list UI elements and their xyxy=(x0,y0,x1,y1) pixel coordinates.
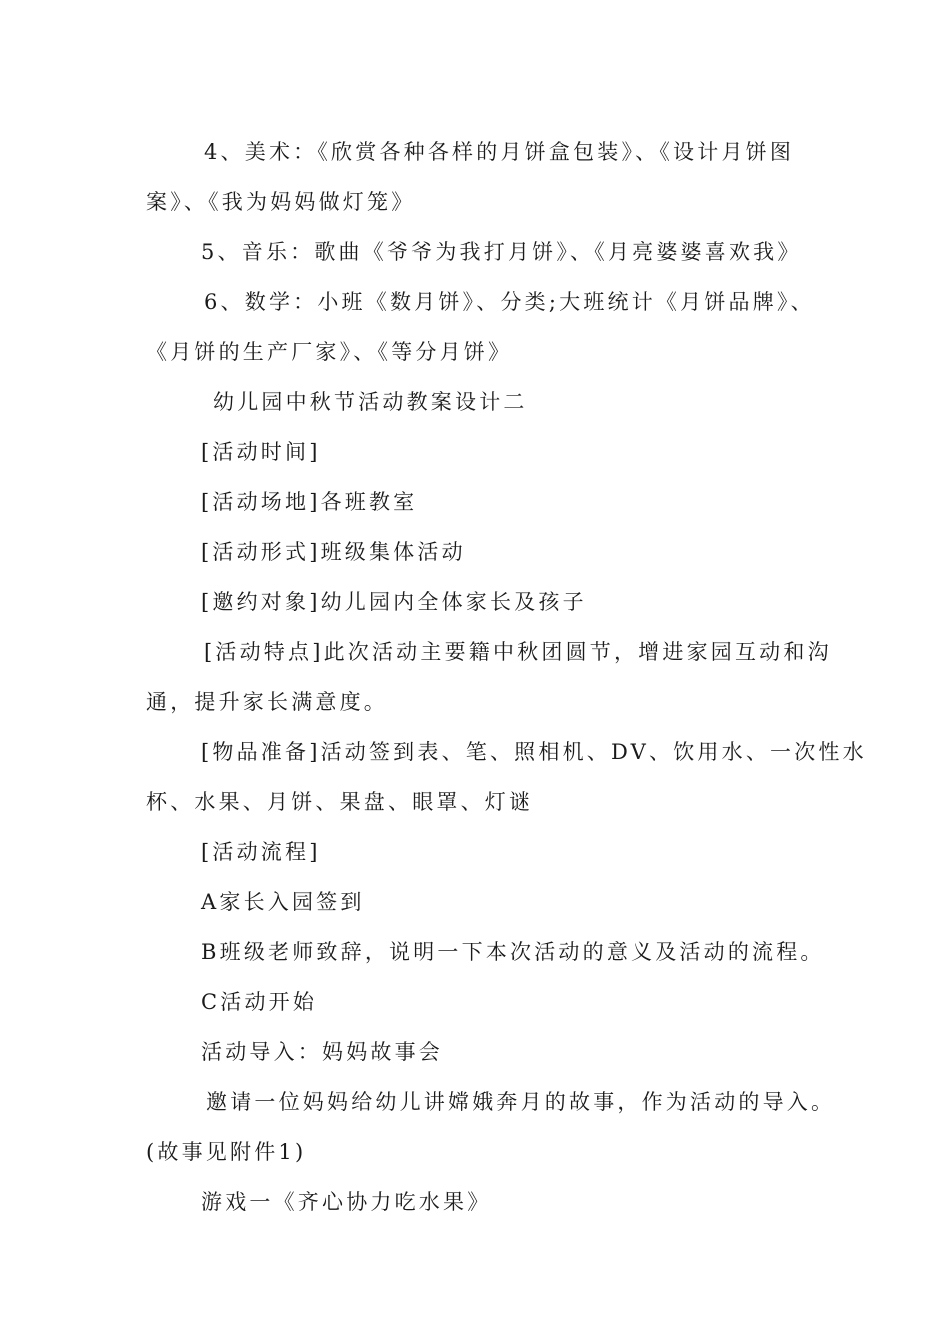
text-line: [邀约对象]幼儿园内全体家长及孩子 xyxy=(201,590,587,614)
text-line: 《月饼的生产厂家》、《等分月饼》 xyxy=(146,340,513,364)
text-line: 邀请一位妈妈给幼儿讲嫦娥奔月的故事，作为活动的导入。 xyxy=(206,1090,836,1114)
text-line: [活动特点]此次活动主要籍中秋团圆节，增进家园互动和沟 xyxy=(204,640,832,664)
section-heading: 幼儿园中秋节活动教案设计二 xyxy=(213,390,528,414)
text-line: 案》、《我为妈妈做灯笼》 xyxy=(146,190,416,214)
text-line: 活动导入：妈妈故事会 xyxy=(201,1040,443,1064)
text-line: [活动时间] xyxy=(201,440,321,464)
text-line: 通，提升家长满意度。 xyxy=(146,690,388,714)
text-line: 4、美术：《欣赏各种各样的月饼盒包装》、《设计月饼图 xyxy=(204,140,795,164)
text-line: [物品准备]活动签到表、笔、照相机、DV、饮用水、一次性水 xyxy=(201,740,867,764)
text-line: A家长入园签到 xyxy=(201,890,365,914)
text-line: 6、数学：小班《数月饼》、分类;大班统计《月饼品牌》、 xyxy=(204,290,815,314)
text-line: [活动场地]各班教室 xyxy=(201,490,418,514)
text-line: C活动开始 xyxy=(201,990,318,1014)
text-line: [活动形式]班级集体活动 xyxy=(201,540,466,564)
text-line: B班级老师致辞，说明一下本次活动的意义及活动的流程。 xyxy=(201,940,825,964)
text-line: 杯、水果、月饼、果盘、眼罩、灯谜 xyxy=(146,790,534,814)
text-line: [活动流程] xyxy=(201,840,321,864)
text-line: (故事见附件1) xyxy=(146,1140,307,1164)
text-line: 5、音乐：歌曲《爷爷为我打月饼》、《月亮婆婆喜欢我》 xyxy=(201,240,802,264)
text-line: 游戏一《齐心协力吃水果》 xyxy=(201,1190,492,1214)
